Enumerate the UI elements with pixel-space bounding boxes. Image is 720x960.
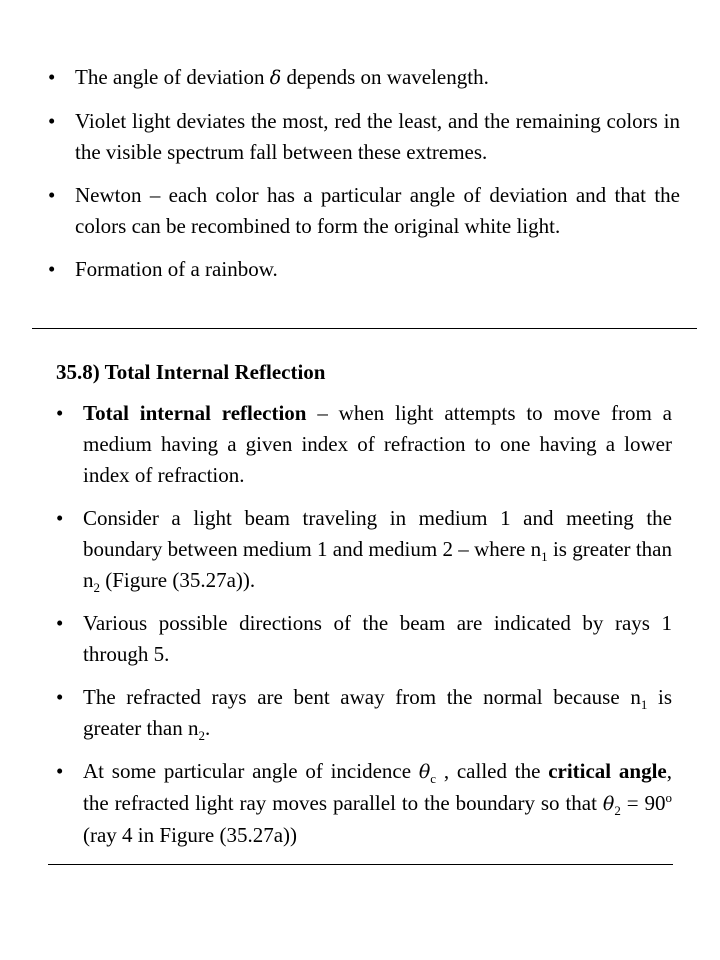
bullet-violet-red: • Violet light deviates the most, red the least, and the remaining colors in the visible spectrum fall between these extremes. (48, 106, 680, 168)
bullet-deviation-angle: • The angle of deviation δ depends on wavelength. (48, 62, 680, 94)
divider-top (32, 328, 697, 329)
delta-symbol: δ (269, 67, 282, 89)
bullet-marker: • (48, 183, 56, 207)
section-title: 35.8) Total Internal Reflection (56, 360, 326, 384)
bullet-marker: • (56, 685, 64, 709)
bullet-rays-directions: • Various possible directions of the beam are indicated by rays 1 through 5. (56, 608, 672, 670)
bullet-newton: • Newton – each color has a particular angle of deviation and that the colors can be recombined to form the original white light. (48, 180, 680, 242)
bullet-tir-definition: • Total internal reflection – when light attempts to move from a medium having a given index of refraction to one having a lower index of refraction. (56, 398, 672, 491)
theta-symbol: θ (602, 793, 615, 815)
tir-bullet-list (56, 398, 672, 851)
bullet-refracted-rays: • The refracted rays are bent away from the normal because $n_1$ is greater than $n_2$. (56, 682, 672, 744)
bullet-rainbow: • Formation of a rainbow. (48, 254, 680, 285)
bullet-marker: • (56, 401, 64, 425)
theta-symbol: θ (418, 761, 431, 783)
bullet-light-beam: • Consider a light beam traveling in medium 1 and meeting the boundary between medium 1 and medium 2 – where $n_1$ is greater than $n_2$ (Figure (35.27a)). (56, 503, 672, 596)
bullet-marker: • (48, 109, 56, 133)
total-internal-reflection-section (56, 357, 672, 863)
bullet-marker: • (56, 759, 64, 783)
bullet-marker: • (48, 65, 56, 89)
top-section (48, 62, 680, 297)
divider-bottom (48, 864, 673, 865)
bullet-marker: • (48, 257, 56, 281)
bullet-critical-angle: • At some particular angle of incidence $\theta_c$ , called the critical angle, the refracted light ray moves parallel to the boundary so that $\theta_2 = 90^o$ (ray 4 in Figure (35.27a)) (56, 756, 672, 851)
bullet-marker: • (56, 611, 64, 635)
wavelength-bullet-list (48, 62, 680, 285)
bullet-marker: • (56, 506, 64, 530)
